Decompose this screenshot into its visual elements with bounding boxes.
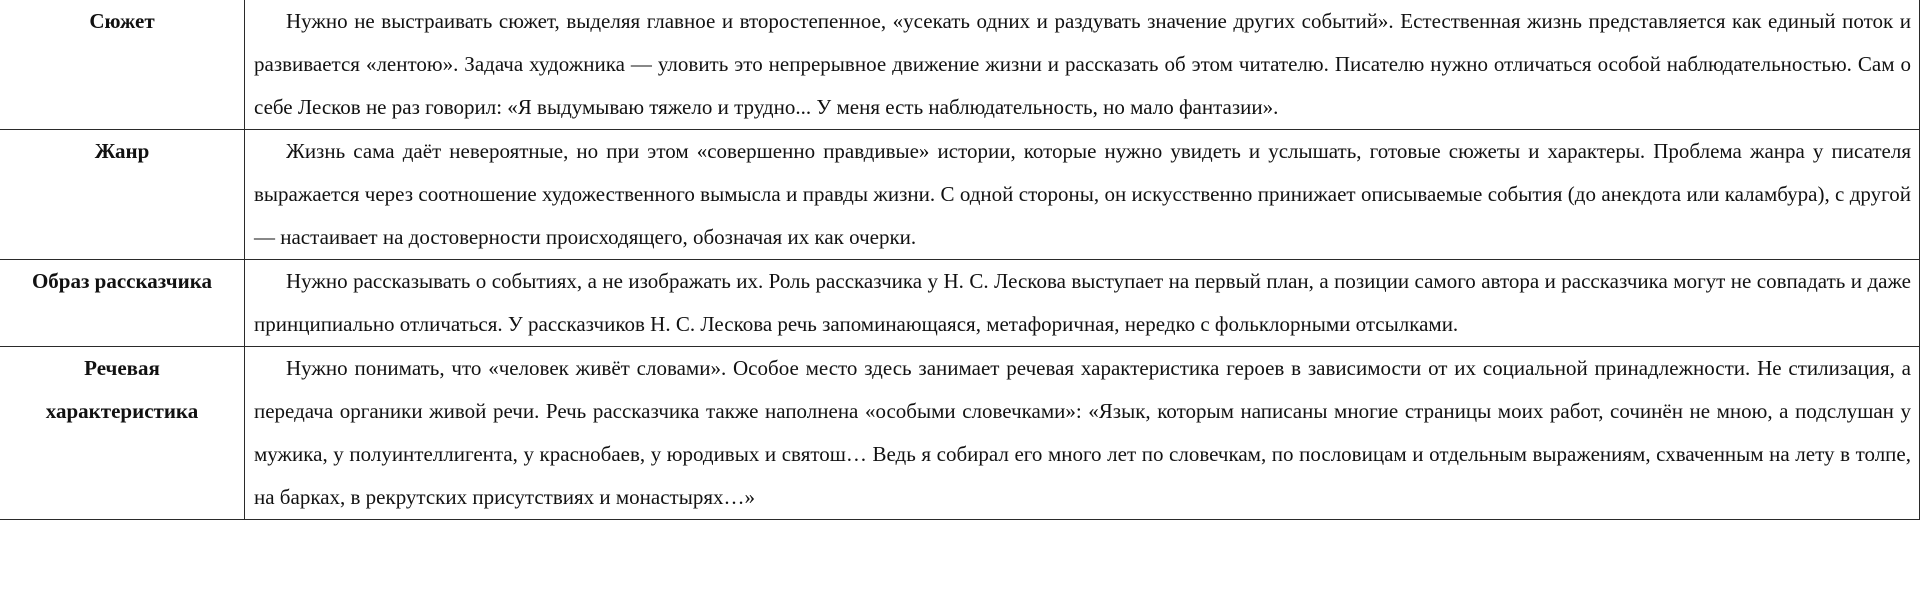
row-description: Нужно понимать, что «человек живёт словами». Особое место здесь занимает речевая характеристика героев в зависимости от их социальной принадлежности. Не стилизация, а передача органики живой речи. Речь рассказчика также наполнена «особыми словечками»: «Язык, которым написаны многие страницы моих работ, сочинён не мною, а подслушан у мужика, у полуинтеллигента, у краснобаев, у юродивых и святош… Ведь я собирал его много лет по словечкам, по пословицам и отдельным выражениям, схваченным на лету в толпе, на барках, в рекрутских присутствиях и монастырях…»	[254, 356, 1911, 509]
row-term-cell	[0, 130, 245, 260]
row-description: Нужно рассказывать о событиях, а не изображать их. Роль рассказчика у Н. С. Лескова выступает на первый план, а позиции самого автора и рассказчика могут не совпадать и даже принципиально отличаться. У рассказчиков Н. С. Лескова речь запоминающаяся, метафоричная, нередко с фольклорными отсылками.	[254, 269, 1911, 336]
row-term: Сюжет	[89, 9, 155, 33]
table-row	[0, 260, 1920, 347]
row-description-cell	[245, 260, 1920, 347]
row-description-cell	[245, 130, 1920, 260]
row-description: Нужно не выстраивать сюжет, выделяя главное и второстепенное, «усекать одних и раздувать значение других событий». Естественная жизнь представляется как единый поток и развивается «лентою». Задача художника — уловить это непрерывное движение жизни и рассказать об этом читателю. Писателю нужно отличаться особой наблюдательностью. Сам о себе Лесков не раз говорил: «Я выдумываю тяжело и трудно... У меня есть наблюдательность, но мало фантазии».	[254, 9, 1911, 119]
row-term-cell	[0, 0, 245, 130]
row-term: Образ рассказчика	[31, 269, 213, 293]
row-description: Жизнь сама даёт невероятные, но при этом «совершенно правдивые» истории, которые нужно увидеть и услышать, готовые сюжеты и характеры. Проблема жанра у писателя выражается через соотношение художественного вымысла и правды жизни. С одной стороны, он искусственно принижает описываемые события (до анекдота или каламбура), с другой — настаивает на достоверности происходящего, обозначая их как очерки.	[254, 139, 1911, 249]
row-description-cell	[245, 347, 1920, 520]
table-row	[0, 347, 1920, 520]
table-row	[0, 0, 1920, 130]
row-term-cell	[0, 347, 245, 520]
table-row	[0, 130, 1920, 260]
row-term: Жанр	[94, 139, 150, 163]
row-description-cell	[245, 0, 1920, 130]
row-term: Речевая характеристика	[45, 356, 199, 423]
row-term-cell	[0, 260, 245, 347]
